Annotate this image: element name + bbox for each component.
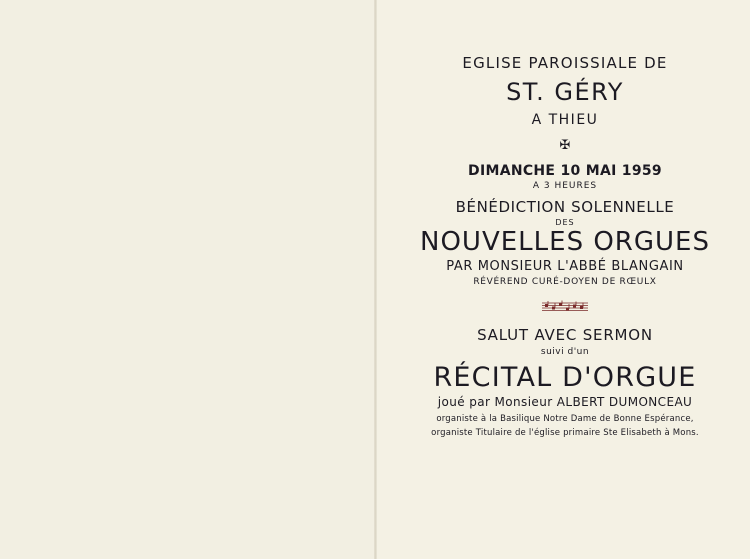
program-content [380, 50, 750, 438]
organs-heading: NOUVELLES ORGUES [420, 227, 710, 257]
event-time: A 3 HEURES [532, 181, 598, 191]
benediction-heading: BÉNÉDICTION SOLENNELLE [455, 198, 675, 216]
place-name: A THIEU [531, 112, 599, 128]
cross-icon: ✠ [559, 138, 571, 153]
salut-heading: SALUT AVEC SERMON [477, 326, 653, 344]
des-word: DES [555, 218, 575, 227]
performer-role-2: organiste Titulaire de l'église primaire Ste Elisabeth à Mons. [431, 428, 699, 438]
church-line: EGLISE PAROISSIALE DE [462, 54, 668, 72]
suivi-text: suivi d'un [540, 347, 590, 357]
officiant-title: RÉVÉREND CURÉ-DOYEN DE RŒULX [473, 277, 657, 287]
recital-heading: RÉCITAL D'ORGUE [433, 362, 697, 393]
officiant-line: PAR MONSIEUR L'ABBÉ BLANGAIN [446, 259, 684, 274]
event-date: DIMANCHE 10 MAI 1959 [468, 163, 662, 179]
music-staff-ornament-icon [540, 300, 590, 314]
performer-role-1: organiste à la Basilique Notre Dame de Bonne Espérance, [436, 414, 694, 424]
performer-line: joué par Monsieur ALBERT DUMONCEAU [437, 395, 693, 409]
church-name: ST. GÉRY [506, 78, 624, 106]
